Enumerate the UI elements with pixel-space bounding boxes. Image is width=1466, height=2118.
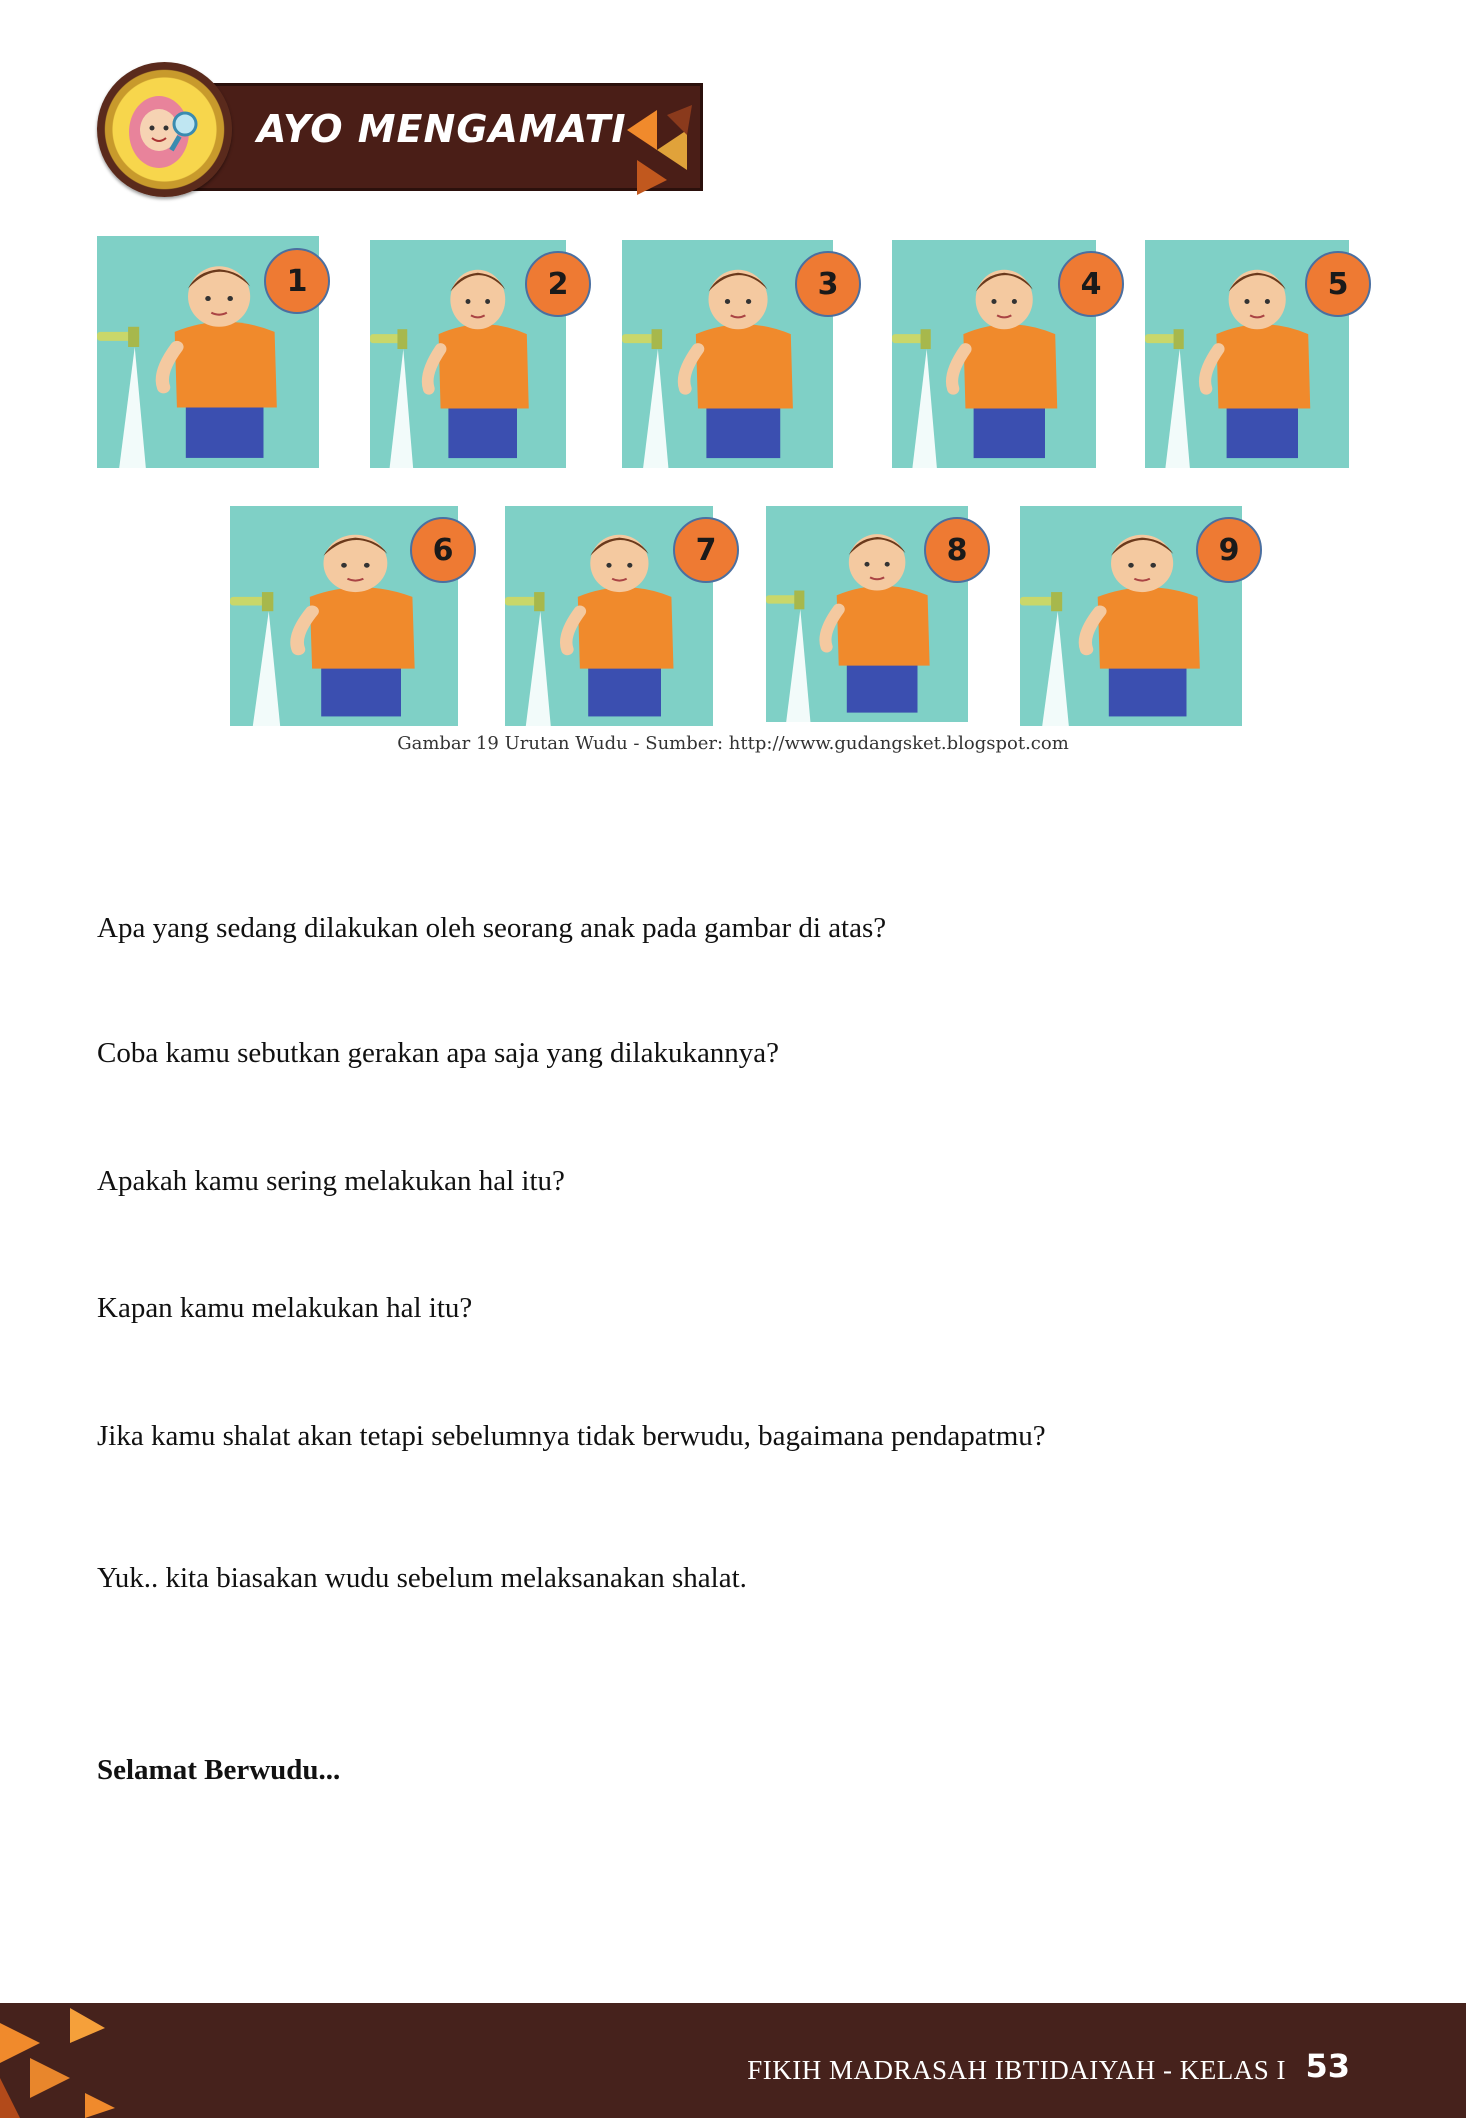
banner-title: AYO MENGAMATI (257, 107, 627, 151)
page-footer (0, 2003, 1466, 2118)
book-title: FIKIH MADRASAH IBTIDAIYAH - KELAS I (747, 2055, 1286, 2085)
step-number-badge: 1 (264, 248, 330, 314)
step-number-badge: 4 (1058, 251, 1124, 317)
question-2: Coba kamu sebutkan gerakan apa saja yang dilakukannya? (97, 1037, 780, 1069)
step-number-badge: 3 (795, 251, 861, 317)
decorative-triangles-icon (617, 100, 697, 200)
question-1: Apa yang sedang dilakukan oleh seorang anak pada gambar di atas? (97, 912, 887, 944)
question-4: Kapan kamu melakukan hal itu? (97, 1292, 473, 1324)
question-5: Jika kamu shalat akan tetapi sebelumnya tidak berwudu, bagaimana pendapatmu? (97, 1420, 1046, 1452)
decorative-triangles-icon (0, 2003, 130, 2118)
step-number-badge: 7 (673, 517, 739, 583)
step-number-badge: 5 (1305, 251, 1371, 317)
figure-caption: Gambar 19 Urutan Wudu - Sumber: http://www.gudangsket.blogspot.com (397, 733, 1069, 754)
step-number-badge: 6 (410, 517, 476, 583)
section-banner (97, 62, 707, 197)
question-3: Apakah kamu sering melakukan hal itu? (97, 1165, 565, 1197)
step-number-badge: 8 (924, 517, 990, 583)
girl-magnifier-icon (97, 62, 232, 197)
step-number-badge: 9 (1196, 517, 1262, 583)
invitation-text: Yuk.. kita biasakan wudu sebelum melaksanakan shalat. (97, 1562, 747, 1594)
page-number: 53 (1305, 2047, 1350, 2085)
closing-text: Selamat Berwudu... (97, 1754, 341, 1786)
step-number-badge: 2 (525, 251, 591, 317)
